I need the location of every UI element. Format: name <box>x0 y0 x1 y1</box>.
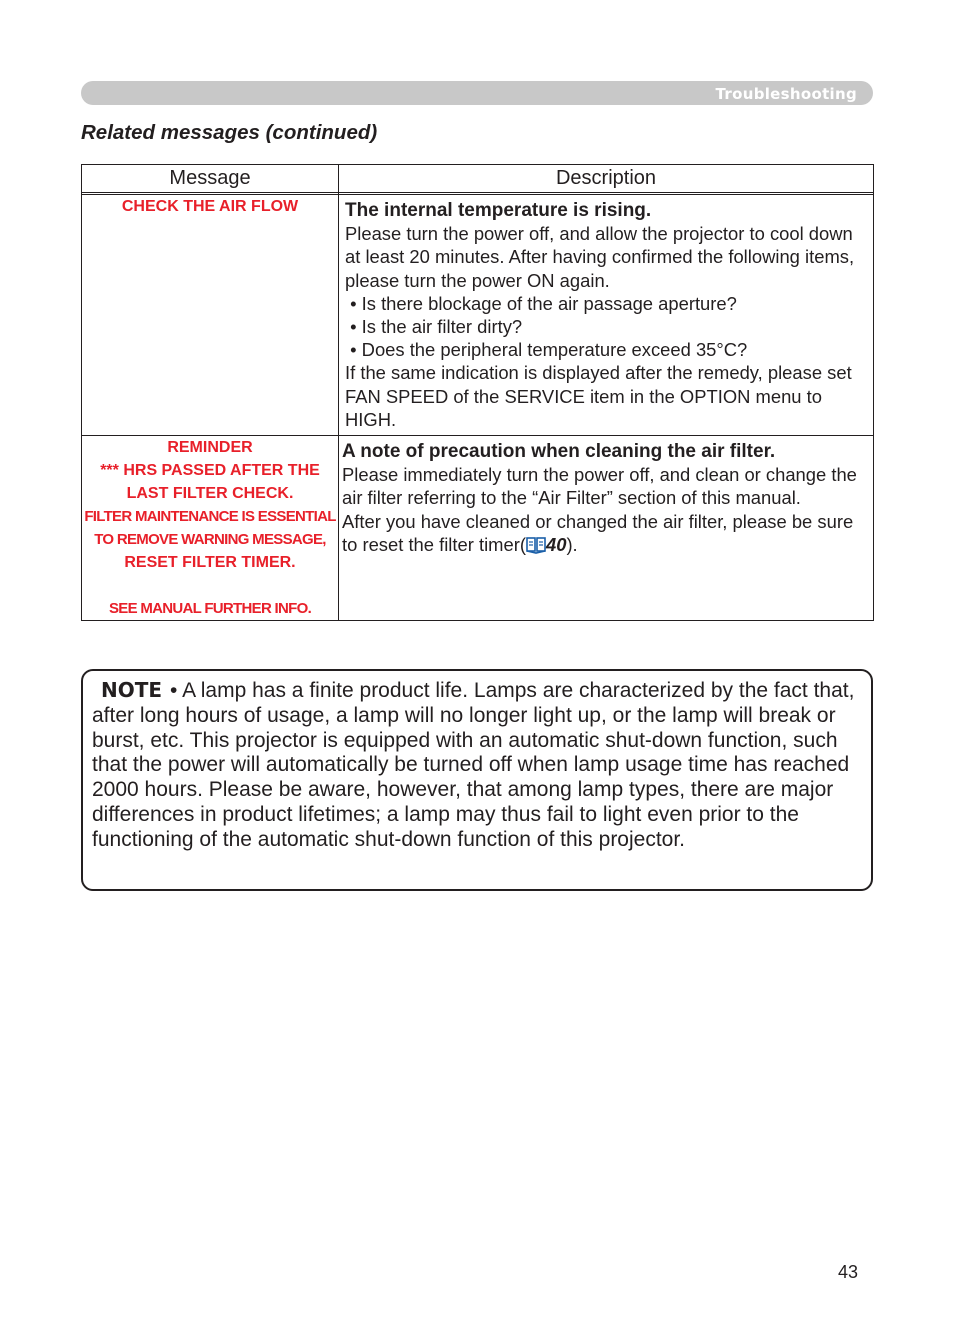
message-line: FILTER MAINTENANCE IS ESSENTIAL <box>84 508 336 526</box>
messages-table <box>81 164 874 621</box>
book-icon <box>526 536 546 559</box>
description-bullet: • Is the air filter dirty? <box>345 316 523 338</box>
header-bar <box>81 81 873 105</box>
message-line <box>84 574 336 597</box>
note-label: NOTE <box>101 678 163 702</box>
note-box <box>81 669 873 891</box>
description-paragraph: Please immediately turn the power off, and clean or change the air filter referring to the “Air Filter” section of this manual. <box>342 464 857 509</box>
description-paragraph: Please turn the power off, and allow the projector to cool down at least 20 minutes. After having confirmed the following items, please turn the power ON again. <box>345 223 855 291</box>
description-text: After you have cleaned or changed the air filter, please be sure to reset the filter timer( <box>342 510 854 555</box>
description-cell <box>339 436 874 621</box>
description-bullet: • Does the peripheral temperature exceed 35°C? <box>345 339 748 361</box>
manual-page-ref: 40 <box>545 533 567 555</box>
description-bullet: • Is there blockage of the air passage aperture? <box>345 292 737 314</box>
column-header-description: Description <box>339 165 874 193</box>
description-cell <box>339 195 874 436</box>
message-line: *** HRS PASSED AFTER THE <box>100 462 320 480</box>
message-line: RESET FILTER TIMER. <box>124 554 296 572</box>
description-heading: A note of precaution when cleaning the air filter. <box>342 441 776 463</box>
table-row <box>82 436 874 621</box>
message-line: REMINDER <box>167 439 253 457</box>
description-heading: The internal temperature is rising. <box>345 200 652 221</box>
table-row <box>82 195 874 436</box>
note-body: • A lamp has a finite product life. Lamps are characterized by the fact that, after long hours of usage, a lamp will no longer light up, or the lamp will break or burst, etc. This projector is equipped with an automatic shut-down function, such that the power will automatically be turned off when lamp usage time has reached 2000 hours. Please be aware, however, that among lamp types, there are major differences in product lifetimes; a lamp may thus fail to light even prior to the functioning of the automatic shut-down function of this projector. <box>92 679 855 851</box>
page-number: 43 <box>838 1262 859 1282</box>
section-label: Troubleshooting <box>715 85 857 103</box>
column-header-message: Message <box>82 165 339 193</box>
description-paragraph: If the same indication is displayed after the remedy, please set FAN SPEED of the SERVICE item in the OPTION menu to HIGH. <box>345 362 852 430</box>
message-line: CHECK THE AIR FLOW <box>121 198 299 215</box>
message-cell <box>82 195 339 436</box>
message-line: SEE MANUAL FURTHER INFO. <box>108 600 312 618</box>
description-paragraph <box>342 510 869 559</box>
table-header-row <box>82 165 874 193</box>
description-text: ). <box>566 533 578 555</box>
message-cell <box>82 436 339 621</box>
page-title: Related messages (continued) <box>81 121 378 144</box>
message-line: LAST FILTER CHECK. <box>126 485 294 503</box>
message-line: TO REMOVE WARNING MESSAGE, <box>94 531 326 549</box>
note-text <box>92 678 864 853</box>
